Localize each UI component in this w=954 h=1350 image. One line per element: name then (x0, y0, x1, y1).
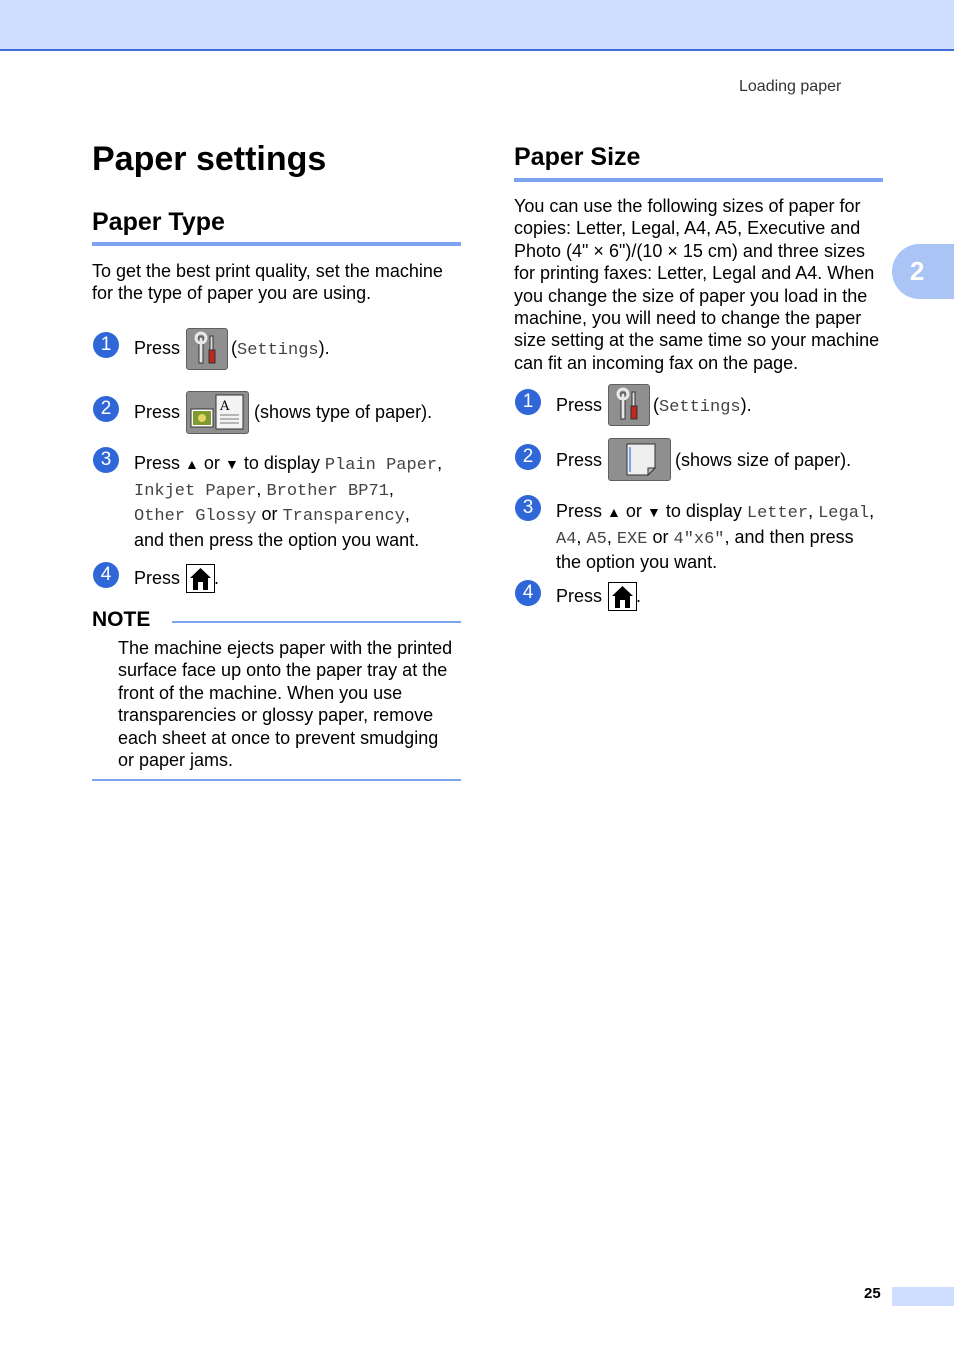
period: . (214, 568, 220, 588)
option-inkjet-paper: Inkjet Paper (134, 481, 257, 501)
intro-line: size setting at the same time so your machine (514, 330, 880, 351)
paper-size-intro (514, 195, 886, 374)
intro-line: you change the size of paper you load in the (514, 285, 868, 306)
step-press-label: Press (134, 568, 181, 588)
note-line: each sheet at once to prevent smudging (118, 727, 439, 748)
home-button[interactable] (186, 564, 215, 593)
note-line: front of the machine. When you use (118, 682, 403, 703)
note-bottom-rule (92, 779, 461, 781)
step-3-tail: the option you want. (556, 552, 718, 572)
settings-caption: (Settings). (231, 338, 330, 360)
step-press-label: Press (556, 586, 603, 606)
down-arrow-icon[interactable]: ▼ (224, 456, 239, 472)
up-arrow-icon[interactable]: ▲ (607, 504, 621, 520)
paper-type-icon (187, 392, 248, 433)
to-display-label: to display (243, 453, 320, 473)
note-line: The machine ejects paper with the printed (118, 638, 453, 658)
settings-label: Settings (237, 341, 319, 360)
step-badge-2: 2 (93, 396, 119, 422)
paper-size-title: Paper Size (514, 143, 641, 171)
home-icon (187, 565, 214, 592)
note-title: NOTE (92, 608, 151, 631)
step-badge-4: 4 (93, 562, 119, 588)
step-press-label: Press (134, 453, 181, 473)
settings-tools-icon (187, 329, 227, 369)
paper-size-rule (514, 178, 883, 182)
footer-tab (892, 1287, 954, 1306)
option-legal: Legal (818, 504, 870, 523)
note-top-rule (172, 621, 461, 623)
intro-line: for printing faxes: Letter, Legal and A4. When (514, 263, 875, 284)
intro-line: copies: Letter, Legal, A4, A5, Executive and (514, 218, 861, 239)
header-section-label: Loading paper (739, 78, 842, 95)
settings-button[interactable] (186, 328, 228, 370)
option-4x6: 4"x6" (673, 529, 725, 549)
paper-size-caption: (shows size of paper). (675, 450, 852, 470)
settings-button[interactable] (608, 384, 650, 426)
paper-type-title: Paper Type (92, 208, 225, 236)
option-a5: A5 (586, 529, 607, 549)
settings-tools-icon (609, 385, 649, 425)
or-label: or (652, 526, 669, 547)
page-title: Paper settings (92, 140, 327, 178)
option-brother-bp71: Brother BP71 (266, 481, 389, 501)
paper-type-caption: (shows type of paper). (254, 402, 433, 422)
paper-size-icon (609, 439, 670, 480)
to-display-label: to display (665, 501, 742, 521)
step-press-label: Press (134, 338, 181, 358)
intro-line: machine, you will need to change the paper (514, 308, 862, 329)
step-badge-3: 3 (515, 495, 541, 521)
note-body (118, 637, 463, 771)
page-number: 25 (864, 1285, 881, 1302)
step-press-label: Press (556, 395, 603, 415)
option-other-glossy: Other Glossy (134, 507, 257, 526)
settings-label: Settings (659, 398, 741, 417)
svg-text:A: A (220, 399, 230, 414)
up-arrow-icon[interactable]: ▲ (185, 456, 199, 472)
home-button[interactable] (608, 582, 637, 611)
step-3-tail: , and then press (724, 526, 854, 547)
or-label: or (203, 453, 220, 473)
step-badge-1: 1 (93, 332, 119, 358)
intro-line: You can use the following sizes of paper for (514, 196, 861, 216)
down-arrow-icon[interactable]: ▼ (646, 504, 661, 520)
home-icon (609, 583, 636, 610)
note-line: surface face up onto the paper tray at the (118, 660, 448, 681)
chapter-tab: 2 (892, 244, 954, 299)
settings-caption: (Settings). (653, 395, 752, 417)
step-press-label: Press (134, 402, 181, 422)
step-badge-1: 1 (515, 389, 541, 415)
paper-size-button[interactable] (608, 438, 671, 481)
note-line: transparencies or glossy paper, remove (118, 705, 434, 726)
paper-type-button[interactable] (186, 391, 249, 434)
or-label: or (261, 504, 278, 524)
paper-type-rule (92, 242, 461, 246)
step-badge-2: 2 (515, 444, 541, 470)
period: . (636, 586, 642, 606)
step-3-text: Press ▲ or ▼ to display Letter, Legal, A4, A5, EXE or 4"x6", and then press the option you want. (556, 501, 875, 572)
step-3-text: Press ▲ or ▼ to display Plain Paper, Inkjet Paper, Brother BP71, Other Glossy or Transparency, and then press the option you want. (134, 453, 443, 550)
paper-type-intro: To get the best print quality, set the machine for the type of paper you are using. (92, 261, 443, 304)
step-badge-4: 4 (515, 580, 541, 606)
intro-line: Photo (4" × 6")/(10 × 15 cm) and three sizes (514, 240, 865, 261)
option-plain-paper: Plain Paper (324, 456, 438, 475)
step-press-label: Press (556, 450, 603, 470)
option-exe: EXE (616, 529, 648, 549)
step-badge-3: 3 (93, 447, 119, 473)
or-label: or (625, 501, 642, 521)
top-header-band (0, 0, 954, 51)
intro-line: can fit an incoming fax on the page. (514, 352, 799, 373)
option-letter: Letter (746, 504, 809, 523)
note-line: or paper jams. (118, 750, 234, 771)
option-a4: A4 (556, 529, 577, 549)
step-press-label: Press (556, 501, 603, 521)
option-transparency: Transparency (282, 507, 405, 526)
step-3-tail: and then press the option you want. (134, 529, 420, 550)
